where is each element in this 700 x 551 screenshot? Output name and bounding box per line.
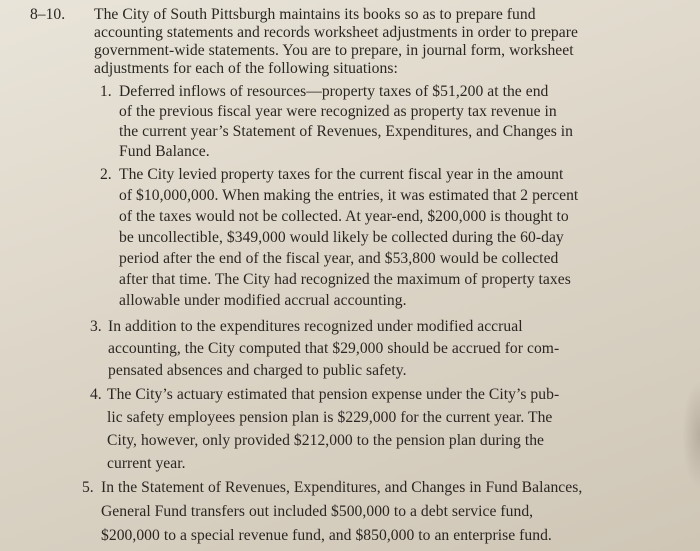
page-curl-shadow: [682, 380, 700, 490]
item-line: current year.: [107, 455, 186, 472]
item-label: 4.: [90, 386, 102, 403]
item-line: after that time. The City had recognized the maximum of property taxes: [119, 271, 571, 288]
item-line: In addition to the expenditures recognized under modified accrual: [108, 318, 523, 335]
item-line: of the taxes would not be collected. At year-end, $200,000 is thought to: [119, 208, 569, 225]
item-line: pensated absences and charged to public safety.: [108, 362, 407, 379]
item-line: In the Statement of Revenues, Expenditures, and Changes in Fund Balances,: [101, 479, 583, 496]
item-line: Fund Balance.: [119, 143, 210, 160]
intro-line: government-wide statements. You are to prepare, in journal form, worksheet: [94, 42, 574, 59]
intro-line: The City of South Pittsburgh maintains its books so as to prepare fund: [94, 6, 536, 23]
intro-line: accounting statements and records worksheet adjustments in order to prepare: [94, 24, 578, 41]
item-line: allowable under modified accrual accounting.: [119, 292, 407, 309]
item-line: the current year’s Statement of Revenues, Expenditures, and Changes in: [119, 123, 573, 140]
item-line: The City’s actuary estimated that pension expense under the City’s pub-: [107, 386, 560, 403]
problem-number: 8–10.: [30, 6, 66, 23]
item-line: of $10,000,000. When making the entries, it was estimated that 2 percent: [119, 187, 579, 204]
item-line: accounting, the City computed that $29,000 should be accrued for com-: [108, 340, 560, 357]
item-label: 1.: [100, 83, 112, 100]
item-line: General Fund transfers out included $500,000 to a debt service fund,: [101, 503, 534, 520]
item-line: be uncollectible, $349,000 would likely be collected during the 60-day: [119, 229, 564, 246]
item-label: 2.: [100, 166, 112, 183]
item-line: The City levied property taxes for the current fiscal year in the amount: [119, 166, 564, 183]
item-label: 5.: [82, 479, 94, 496]
item-line: lic safety employees pension plan is $229,000 for the current year. The: [107, 409, 553, 426]
item-line: City, however, only provided $212,000 to the pension plan during the: [107, 432, 545, 449]
item-line: $200,000 to a special revenue fund, and $850,000 to an enterprise fund.: [101, 527, 552, 544]
intro-line: adjustments for each of the following situations:: [94, 60, 398, 77]
item-label: 3.: [90, 318, 102, 335]
item-line: period after the end of the fiscal year, and $53,800 would be collected: [119, 250, 559, 267]
item-line: Deferred inflows of resources—property taxes of $51,200 at the end: [119, 83, 549, 100]
item-line: of the previous fiscal year were recognized as property tax revenue in: [119, 103, 557, 120]
